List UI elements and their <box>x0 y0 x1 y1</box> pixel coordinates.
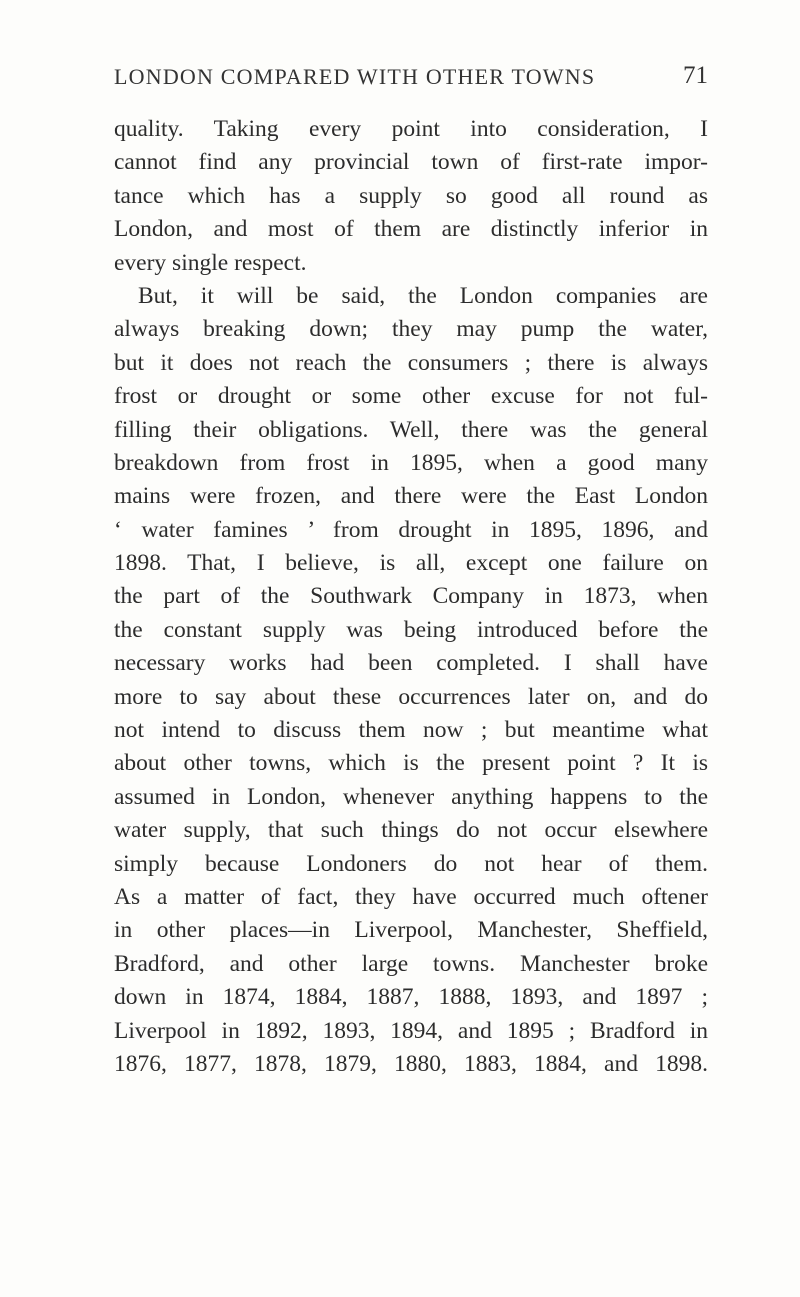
running-head <box>114 64 708 94</box>
text-line: assumed in London, whenever anything happens to the <box>114 783 708 810</box>
text-line: but it does not reach the consumers ; there is always <box>114 349 708 376</box>
text-line: As a matter of fact, they have occurred much oftener <box>114 883 708 910</box>
text-line: cannot find any provincial town of first-rate impor- <box>114 149 708 176</box>
text-line: necessary works had been completed. I shall have <box>114 650 708 677</box>
text-line: breakdown from frost in 1895, when a good many <box>114 449 708 476</box>
text-line: tance which has a supply so good all round as <box>114 182 708 209</box>
text-line: 1898. That, I believe, is all, except one failure on <box>114 550 708 577</box>
text-line: about other towns, which is the present point ? It is <box>114 750 708 777</box>
text-line: Bradford, and other large towns. Manchester broke <box>114 950 708 977</box>
text-line: simply because Londoners do not hear of them. <box>114 850 708 877</box>
text-line: the constant supply was being introduced before the <box>114 616 708 643</box>
text-line: always breaking down; they may pump the water, <box>114 316 708 343</box>
text-line: But, it will be said, the London companies are <box>138 282 708 309</box>
running-head-title: LONDON COMPARED WITH OTHER TOWNS <box>114 64 596 89</box>
body-text <box>114 113 708 1081</box>
text-line: in other places—in Liverpool, Manchester, Sheffield, <box>114 917 708 944</box>
text-line: ‘ water famines ’ from drought in 1895, 1896, and <box>114 516 708 543</box>
text-line: water supply, that such things do not occur elsewhere <box>114 817 708 844</box>
text-line: frost or drought or some other excuse for not ful- <box>114 383 708 410</box>
text-line: London, and most of them are distinctly inferior in <box>114 216 708 243</box>
text-line: 1876, 1877, 1878, 1879, 1880, 1883, 1884, and 1898. <box>114 1050 708 1077</box>
text-line: every single respect. <box>114 249 307 276</box>
text-line: not intend to discuss them now ; but meantime what <box>114 717 708 744</box>
text-line: mains were frozen, and there were the East London <box>114 483 708 510</box>
text-line: filling their obligations. Well, there was the general <box>114 416 708 443</box>
text-line: down in 1874, 1884, 1887, 1888, 1893, and 1897 ; <box>114 984 708 1011</box>
page-number: 71 <box>683 62 708 89</box>
text-line: more to say about these occurrences later on, and do <box>114 683 708 710</box>
text-line: Liverpool in 1892, 1893, 1894, and 1895 ; Bradford in <box>114 1017 708 1044</box>
text-line: quality. Taking every point into consideration, I <box>114 116 708 142</box>
text-line: the part of the Southwark Company in 1873, when <box>114 583 708 610</box>
